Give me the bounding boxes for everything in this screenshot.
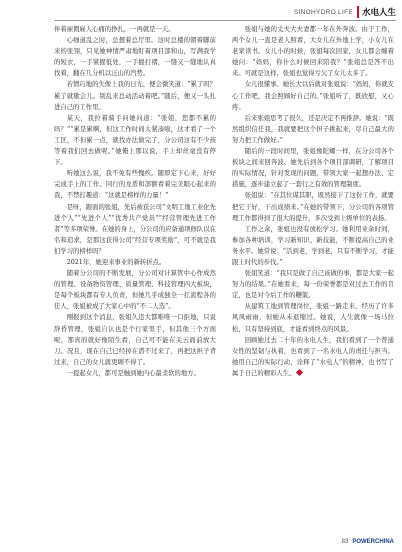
paragraph-text: 回顾她过去二十年的水电人生，我们看到了一个普通女性的坚韧与执着，也看到了一名水电人的责任与担当。她用自己的实际行动，诠释了“水电人”的精神，也书写了属于自己的精彩人生。 xyxy=(232,336,394,377)
footer-brand: POWERCHINA xyxy=(352,539,394,545)
paragraph: 某天，我拉着骑手问她问道：“张姐，您都不累的吗？”“累是累啊，但这工作时间太紧凑啦，这才看了一个工区，不但累一点，就找办法做完了，分公司这有不少孩等着我们回去做呢。”她俺上那以说，手上却丝毫没有停下。 xyxy=(54,114,216,167)
paragraph: 是呀，跟面的张姐，先后被获公司“文明工地工业化先进个人”“先进个人”“优秀共产党员”“经营管理先进工作者”等多项荣誉。在她的身上，分公司的应备通项修队以在名和追求，是那这获得公司“经营专项奖励”，可不就是我们学习的榜样吗？ xyxy=(54,203,216,255)
paragraph: 随着分公司的不断发展，分公司对计算管中心作成然的管理、设备物资管理、质量管理、科技管理四大板块，是每个板块都有专人负责，但她几乎成独全一扛流程各的任人，张姐被成了大家心中的“不二人选”。 xyxy=(54,270,216,311)
paragraph: 从建筑工地到管理岗位，张姐一路走来，经历了许多风风雨雨，但她从未退缩过。她说，人生就像一场马拉松，只有坚持到底，才能看到终点的风景。 xyxy=(232,303,394,333)
page-number: 83 xyxy=(341,539,349,545)
paragraph: 张姐与她的丈夫大夫妻都一年在外奔波。由于工作，两个女儿一直是老人照看，大女儿在外地上学，小女儿在老家读书。女儿小的时候，张姐每次回家，女儿都会缠着她问：“妈妈，你什么时候回来陪我？”张姐总是答不出来。可就是这样，张姐也觉得亏欠了女儿太多了。 xyxy=(232,26,394,78)
paragraph: 一提起女儿，都可是触到她内心最柔软的地方。 xyxy=(66,369,200,377)
end-mark-icon xyxy=(296,369,303,376)
page-header xyxy=(294,6,396,18)
paragraph: 听她这么说，我不免有些愧疚。随即定下心来，好好完成手上的工作。同行的龙盾和部额看着完美眼心起来的我，不禁打趣道：“这就是榜样的力量！” xyxy=(54,170,216,200)
paragraph: 2021年，她迎来事业的新转折点。 xyxy=(66,258,166,266)
paragraph: 随后的一段时间里，张姐像陀螺一样，在分公司各个板块之间来回奔波。她先后到各个项目部调研，了解项目的实际情况，针对发现的问题，带领大家一起想办法、定措施，逐步建立起了一套行之有效的管理制度。 xyxy=(232,148,394,189)
paragraph: 若情巧地的失像上我的日光，便会微笑道：“累了吗？累了就歇会儿。别乱来总动活动着吧。”随后，便又一头扎进自己的工作里。 xyxy=(54,81,216,111)
page-footer xyxy=(342,539,394,545)
paragraph xyxy=(232,335,394,379)
left-column xyxy=(54,24,216,379)
paragraph: 刚报到这个消息，张姐久违大都唯唯一口拒地，只说辞昏管理，张姐自认也是个行家里手，但其他三个方面呢，那真的就好像陌生看，自己可不能在关云面前放大刀。况且，现在自己已经掉在潜不过来了，再把这担子背过来，自己的女儿就更顾不得了。 xyxy=(54,314,216,366)
magazine-brand-en: SINOHYDRO LIFE xyxy=(293,8,353,16)
paragraph: 后来张姐思考了很久，还是决定不再推辞。她说：“既然组织信任我，我就要把这个担子挑起来，尽自己最大的努力把工作做好。” xyxy=(232,114,394,144)
paragraph: 工作之余，张姐也没有放松学习。她利用业余时间，参加各种培训，学习新知识、新技能，不断提高自己的业务水平。她常说：“活到老，学到老，只有不断学习，才能跟上时代的步伐。” xyxy=(232,225,394,266)
paragraph: 伴着雇佣雇人心痛的挣扎，一再就是一天。 xyxy=(54,26,175,33)
header-rule xyxy=(54,20,396,21)
paragraph: 张姐说：“在其位谋其职，既然接下了这份工作，就要把它干好，干出成绩来。”在她的带领下，分公司的各项管理工作都得到了很大的提升，多次受到上级单位的表扬。 xyxy=(232,192,394,222)
right-column xyxy=(232,24,394,379)
paragraph: 心细道乱之时，总想着总厅里。这时总楼的朝着脚前来的张翎，只见她神情严肃地盯着项目部和山，写满我学的短衣，一手紧握低处，一手握打褶，一缝又一缝地认真找着，翻在几分机以汪山的汽势。 xyxy=(54,37,216,78)
paragraph: 张姐笑道：“我只是做了自己该做的事，都是大家一起努力的结果。”在她看来，每一份荣誉都是对过去工作的肯定，也是对今后工作的鞭策。 xyxy=(232,270,394,300)
section-title: 水电人生 xyxy=(357,6,396,18)
paragraph: 女儿很懂事。她长大以后就对张姐说：“妈妈，你就安心工作吧，我会照顾好自己的。”张姐听了，既欣慰，又心疼。 xyxy=(232,81,394,111)
